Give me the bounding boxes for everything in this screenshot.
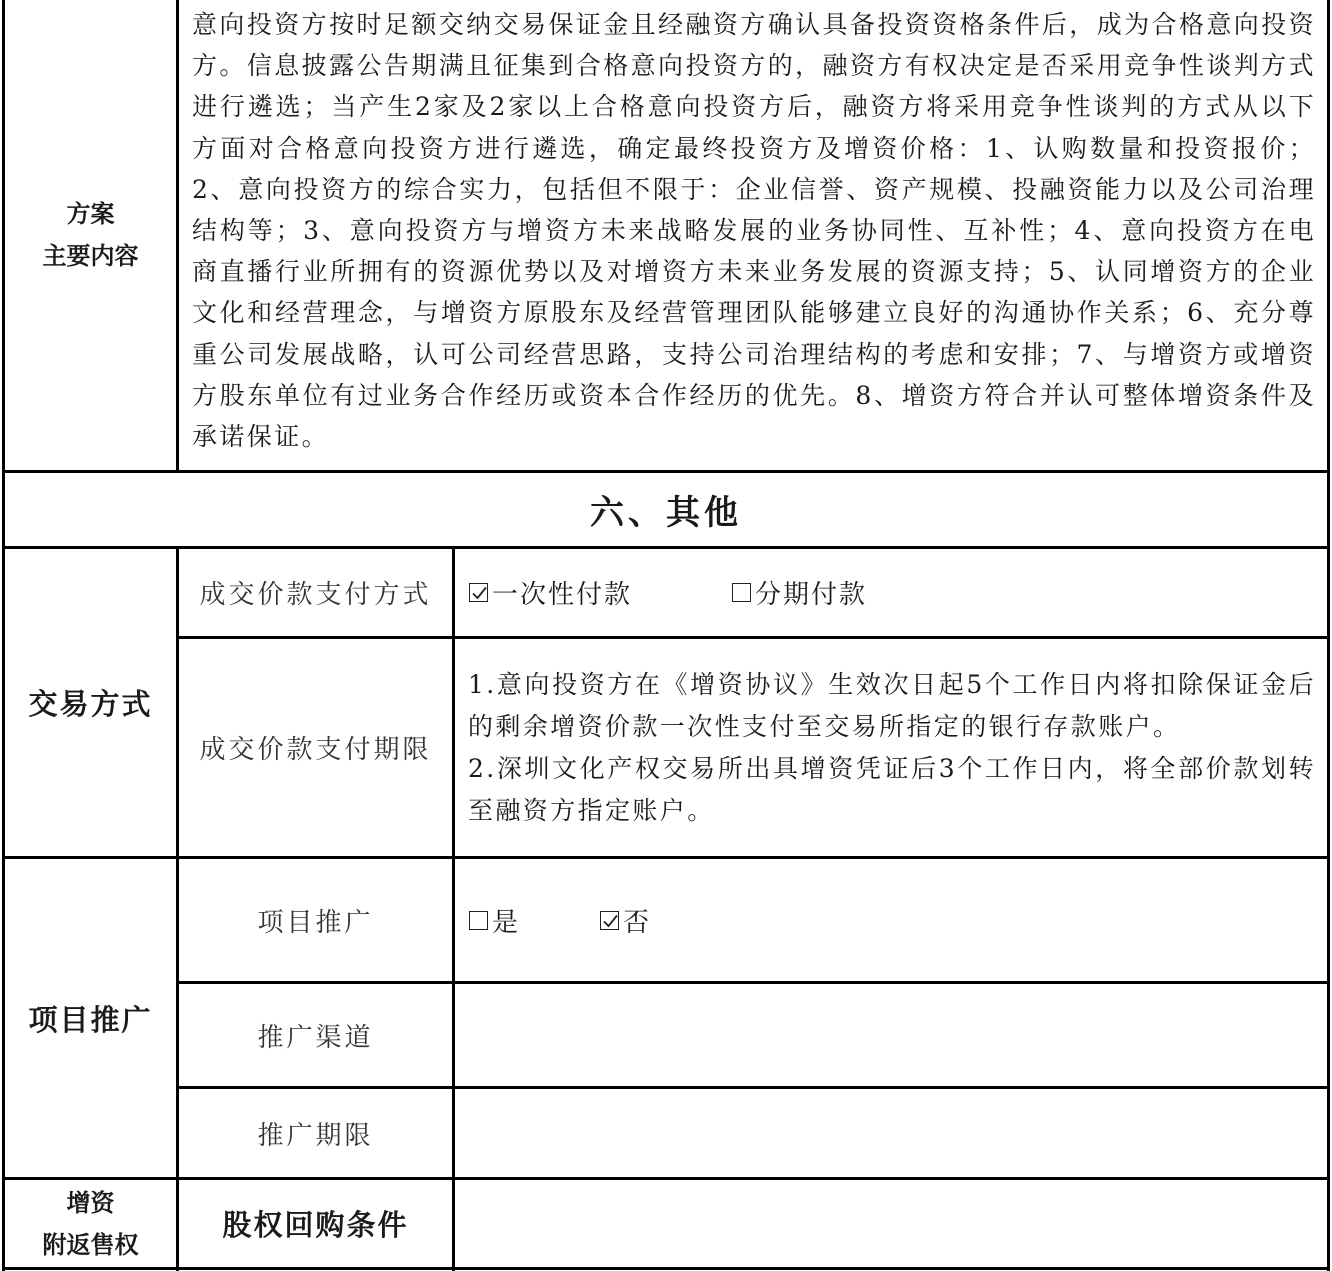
pay-method-option-installment[interactable]: 分期付款 <box>732 574 867 611</box>
buyback-label: 增资 附返售权 <box>42 1187 139 1259</box>
condition-value-cell[interactable] <box>455 1180 1327 1267</box>
pay-term-label: 成交价款支付期限 <box>199 735 432 765</box>
promo-label: 项目推广 <box>257 907 374 938</box>
period-value-cell[interactable] <box>455 1089 1327 1177</box>
period-label: 推广期限 <box>257 1120 374 1151</box>
plan-content-cell <box>192 4 1316 466</box>
checked-checkbox-icon[interactable] <box>600 911 619 930</box>
plan-text: 意向投资方按时足额交纳交易保证金且经融资方确认具备投资资格条件后，成为合格意向投资方。信息披露公告期满且征集到合格意向投资方的，融资方有权决定是否采用竞争性谈判方式进行遴选；当产生2家及2家以上合格意向投资方后，融资方将采用竞争性谈判的方式从以下方面对合格意向投资方进行遴选，确定最终投资方及增资价格：1、认购数量和投资报价；2、意向投资方的综合实力，包括但不限于：企业信誉、资产规模、投融资能力以及公司治理结构等；3、意向投资方与增资方未来战略发展的业务协同性、互补性；4、意向投资方在电商直播行业所拥有的资源优势以及对增资方未来业务发展的资源支持；5、认同增资方的企业文化和经营理念，与增资方原股东及经营管理团队能够建立良好的沟通协作关系；6、充分尊重公司发展战略，认可公司经营思路，支持公司治理结构的考虑和安排；7、与增资方或增资方股东单位有过业务合作经历或资本合作经历的优先。8、增资方符合并认可整体增资条件及承诺保证。 <box>192 10 1316 452</box>
channel-label-cell <box>179 984 452 1086</box>
pay-term-content-cell <box>468 664 1316 834</box>
buyback-label-cell <box>5 1180 176 1267</box>
promo-label-cell <box>179 859 452 981</box>
pay-method-option-lump-sum[interactable]: 一次性付款 <box>469 574 732 611</box>
section-title-cell <box>5 473 1327 546</box>
plan-label-cell <box>5 0 176 470</box>
period-label-cell <box>179 1089 452 1177</box>
section-title: 六、其他 <box>590 493 742 533</box>
channel-value-cell[interactable] <box>455 984 1327 1086</box>
promo-option-yes[interactable]: 是 <box>469 902 600 939</box>
channel-label: 推广渠道 <box>257 1022 374 1053</box>
pay-method-options-cell <box>455 549 1327 636</box>
condition-label: 股权回购条件 <box>222 1208 409 1242</box>
pay-term-text: 1.意向投资方在《增资协议》生效次日起5个工作日内将扣除保证金后的剩余增资价款一次性支付至交易所指定的银行存款账户。 2.深圳文化产权交易所出具增资凭证后3个工作日内，将全部价款划转至融资方指定账户。 <box>468 670 1316 825</box>
trade-label: 交易方式 <box>28 687 153 721</box>
pay-term-label-cell <box>179 639 452 856</box>
unchecked-checkbox-icon[interactable] <box>732 583 751 602</box>
checked-checkbox-icon[interactable] <box>469 583 488 602</box>
promo-options-cell <box>455 859 1327 981</box>
col-divider <box>176 0 179 471</box>
table-border-bottom <box>2 1267 1330 1270</box>
trade-label-cell <box>5 549 176 856</box>
plan-label: 方案 主要内容 <box>42 199 139 270</box>
unchecked-checkbox-icon[interactable] <box>469 911 488 930</box>
condition-label-cell <box>179 1180 452 1267</box>
pay-method-label: 成交价款支付方式 <box>199 580 432 610</box>
promotion-label: 项目推广 <box>28 1002 153 1037</box>
promotion-label-cell <box>5 859 176 1177</box>
promo-option-no[interactable]: 否 <box>600 902 651 939</box>
pay-method-label-cell <box>179 549 452 636</box>
